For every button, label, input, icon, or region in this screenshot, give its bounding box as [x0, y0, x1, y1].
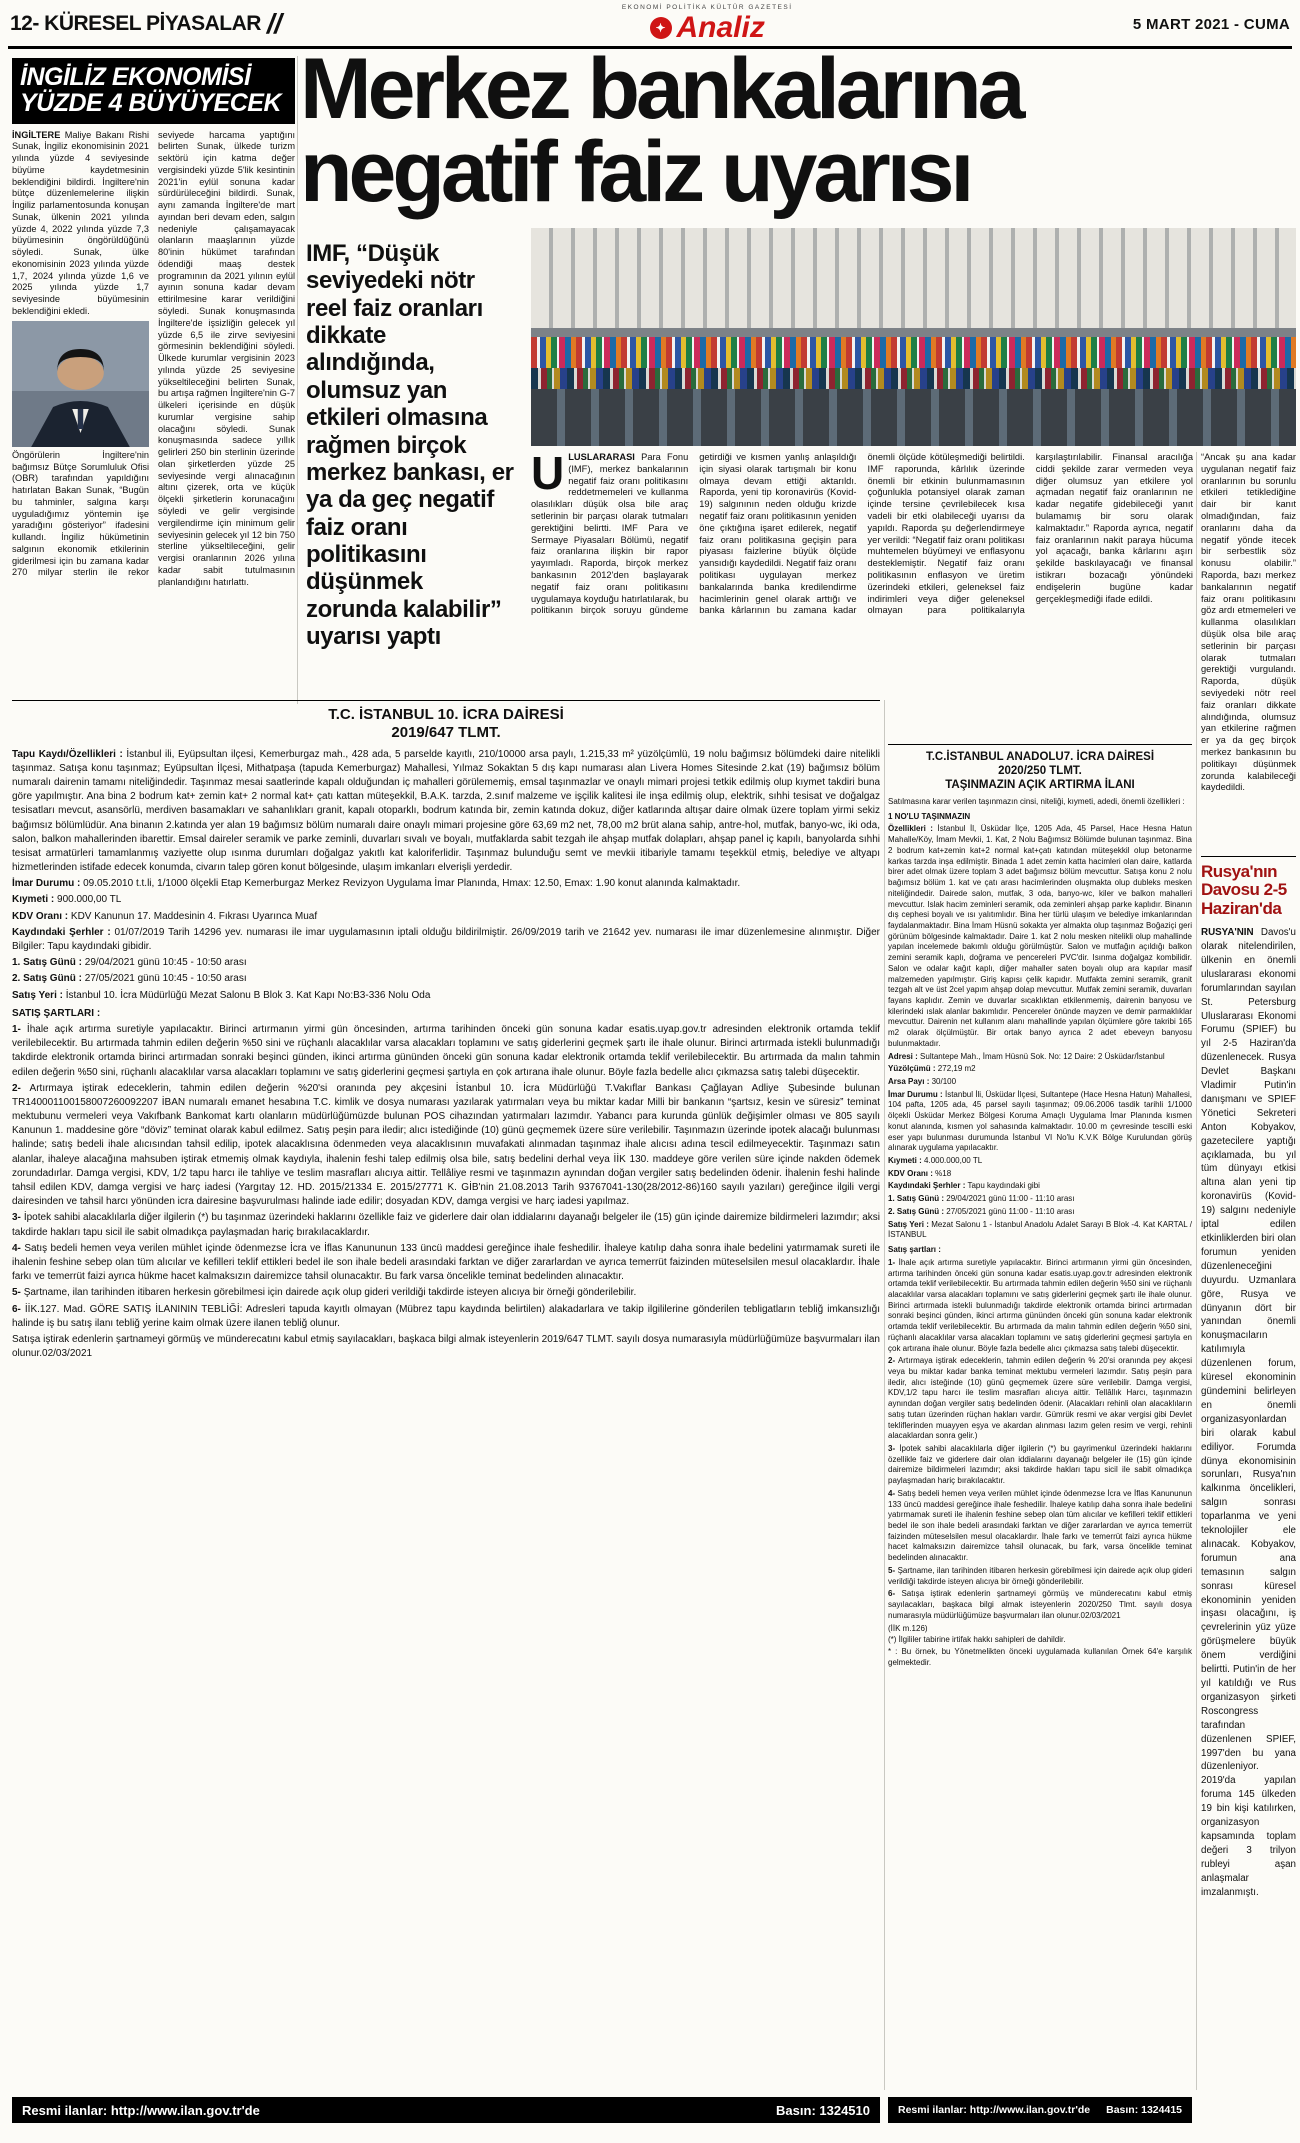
legal-row	[888, 1156, 1192, 1167]
legal-row	[888, 1194, 1192, 1205]
rishi-sunak-photo	[12, 321, 149, 447]
legal-notice-1-rows	[12, 748, 880, 1003]
official-ads-url: Resmi ilanlar: http://www.ilan.gov.tr'de	[22, 2102, 260, 2118]
slashes-decoration: //	[266, 8, 282, 39]
legal-row	[12, 956, 880, 970]
sales-term-text: İİK.127. Mad. GÖRE SATIŞ İLANININ TEBLİĞİ: Adresleri tapuda kayıtlı olmayan (Mübrez tapu kaydında belirtilen) alakadarlara ve takip ilgililerine gönderilen tebligatların tebliğ imkansızlığı halinde iş bu satış ilanı tebliğ yerine kaim olmak üzere ilanen tebliğ olunur.	[12, 1303, 880, 1329]
newspaper-logo	[622, 5, 793, 43]
legal-row-text: 27/05/2021 günü 10:45 - 10:50 arası	[84, 973, 247, 985]
legal-row-label: KDV Oranı :	[888, 1168, 933, 1178]
official-ads-bar-2	[888, 2097, 1192, 2123]
left-article-title	[12, 58, 295, 124]
press-number-2: Basın: 1324415	[1106, 2104, 1182, 2116]
press-number-1: Basın: 1324510	[776, 2102, 870, 2118]
left-article-paragraph	[12, 130, 149, 318]
right-article-body	[1201, 926, 1296, 2116]
sales-term-number: 5-	[888, 1565, 896, 1575]
sales-term-text: Satışa iştirak edenlerin şartnameyi görmüş ve münderecatını kabul etmiş sayılacakları, başkaca bilgi almak isteyenlerin 2019/647 TLMT. sayılı dosya numarasıyla müdürlüğümüze başvurmaları ilan olunur.02/03/2021	[12, 1333, 880, 1360]
property-heading: 1 NO'LU TAŞINMAZIN	[888, 811, 971, 821]
sales-term-text: İpotek sahibi alacaklılarla diğer ilgilerin (*) bu gayrimenkul üzerindeki haklarını özellikle faiz ve giderlere dair olan iddialarını dayanağı belgeler ile (15) gün içinde dairemize bildirmeleri lazımdır; aksi takdirde hakları tapu sicil ile sabit olmadıkça paylaşmadan hariç bırakılacaktır.	[888, 1444, 1192, 1486]
main-article-continuation: “Ancak şu ana kadar uygulanan negatif faiz oranlarının bu sorunlu etkileri tetiklediğine dair bir kanıt olmadığından, faiz oranlarını daha da negatif yönde itecek bir serbestlik söz konusu olabilir.” Raporda, bazı merkez bankalarının negatif faiz oranı politikasını göz ardı etmemeleri ve kullanma olasılıkları düşük olsa bile araç setlerinin bir parçası olarak tutmaları gerektiği vurgulandı. Raporda, düşük seviyedeki nötr reel faiz oranları dikkate alındığında, olumsuz yan etkilerine rağmen er ya da geç birçok merkez bankasının bu politikayı düşünmek zorunda kalabileceği kaydedildi.	[1201, 452, 1296, 793]
page-section-title: 12- KÜRESEL PİYASALAR	[10, 12, 261, 35]
legal-notice-2-body	[888, 797, 1192, 1668]
sales-term	[888, 1589, 1192, 1621]
legal-notice-1	[12, 700, 880, 2092]
legal-row-label: Kaydındaki Şerhler :	[888, 1181, 966, 1191]
sales-term	[12, 1211, 880, 1239]
legal-notice-2-terms	[888, 1258, 1192, 1622]
sales-term-text: Şartname, ilan tarihinden itibaren herkesin görebilmesi için dairede açık olup gideri verildiği takdirde isteyen alıcıya bir örneği gönderilebilir.	[23, 1287, 637, 1299]
logo-tagline: EKONOMİ POLİTİKA KÜLTÜR GAZETESİ	[621, 4, 793, 12]
right-article-lead: RUSYA'NIN	[1201, 927, 1254, 939]
legal-row-text: İstanbul İli, Üsküdar İlçesi, Sultantepe (Hace Hesna Hatun) Mahallesi, 104 pafta, 1205 ada, 45 parsel sayılı taşınmaz; 09.06.2006 tasdik tarihli 1/1000 ölçekli Üsküdar Merkez Bölgesi Koruma Amaçlı Uygulama İmar Planında kısmen konut alanında, kısmen yol sahasında kalmaktadır. 10.00 m çevresinde tescilli eski eser yapı bulunması durumunda İstanbul VI No'lu K.V.K Bölge Kurulundan görüş alınarak uygulama yapılacaktır.	[888, 1089, 1192, 1153]
legal-row	[888, 1207, 1192, 1218]
legal-row-label: 1. Satış Günü :	[888, 1194, 945, 1204]
legal-row	[12, 910, 880, 924]
legal-row-text: 29/04/2021 günü 10:45 - 10:50 arası	[84, 957, 247, 969]
legal-row-text: Mezat Salonu 1 - İstanbul Anadolu Adalet Sarayı B Blok -4. Kat KARTAL / İSTANBUL	[888, 1219, 1192, 1240]
left-article-body	[12, 130, 295, 690]
sales-term	[888, 1444, 1192, 1487]
analiz-logo-icon: ✦	[650, 17, 672, 39]
legal-row	[12, 877, 880, 891]
legal-row-text: İstanbul İl, Üsküdar İlçe, 1205 Ada, 45 Parsel, Hace Hesna Hatun Mahalle/Köy, İmam Mevkii, 1. Kat, 2 Nolu Bağımsız Bölümde bulunan taşınmaz. Bina 2 bodrum kat+zemin kat+2 normal kat+çatı katından müteşekkil olup betonarme karkas tarzda inşa edilmiştir. Binada 1 adet zemin katta hacimleri olan daire, katlarda birer adet olmak üzere toplam 3 adet bağımsız bölüm mevcuttur. Satışa konu 2 nolu bağımsız bölüm 1. kat ve çatı arası hacimlerinden oluşmakta olup dubleks mesken niteliğindedir. Dairede salon, mutfak, 3 oda, banyo-wc, kiler ve balkon mahalleri mevcuttur. Islak hacim zeminleri seramik, oda zeminleri ahşap parke kaplıdır. Binanın dış cephesi boyalı ve ısı yalıtımlıdır. Bina her türlü ulaşım ve belediye imkanlarından faydalanmaktadır. Bina İmam Hüsnü sokakta yer almakta olup taşınmaz Boğaziçi geri görünüm bölgesinde kalmaktadır. Daire 1. kat 2 nolu mesken nitelikli olup mahallinde yapılan incelemede bakımlı olduğu görülmüştür. Salon ve mutfağın açıldığı balkon zemini seramik kaplı, doğrama ve pencereleri PVC'dir. Isınma doğalgaz kombilidir. Salon ve odalar kağıt kaplı, diğer mahaller saten boyalı olup ara kapılar masif malzemeden yapılmıştır. Giriş kapısı çelik kapıdır. Mutfakta zemini seramik, granit tezgah alt ve üst 2cel yapım ahşap dolap mevcuttur. Mutfak zemini seramik, duvarları fayans kaplıdır. Zemin ve duvarlar sıcaklıktan etkilenmemiş, dairenin banyosu ve kilerindeki ıslak alanlar bakımlıdır. Pencereler önünde mayzen ve demir parmaklıklar mevcuttur. Dairenin net kullanım alanı mahallinde yapılan ölçümlere göre takribi 165 m2 olarak ölçülmüştür. Bir ortak banyo ayrıca 2 adet ebeveyn banyosu bulunmaktadır.	[888, 824, 1192, 1048]
main-headline	[300, 41, 1298, 220]
legal-notice-2-intro: Satılmasına karar verilen taşınmazın cinsi, niteliği, kıymeti, adedi, önemli özellikleri :	[888, 797, 1185, 807]
sales-term-text: Artırmaya iştirak edeceklerin, tahmin edilen değerin % 20'si oranında pey akçesi veya bu miktar kadar banka teminat mektubu vermeleri lazımdır. Satış peşin para iledir, alıcı isteğinde (10) günü geçmemek üzere süre verilebilir. Damga vergisi, KDV,1/2 tapu harcı ile teslim masrafları alıcıya aittir. Tellâllık Harcı, taşınmazın aynından doğan vergiler satış bedelinden ödenir. (Alacakları rehinli olan alacaklıların satış tutarı üzerinden rüçhan hakları vardır. Gümrük resmi ve akar vergisi gibi Devlet tekliflerinden muayyen eşya ve akardan alınması lazım gelen resim ve vergi, rehinli alacaklardan sonra gelir.)	[888, 1356, 1192, 1441]
legal-row-text: %18	[935, 1168, 952, 1178]
sales-term-number: 5-	[12, 1287, 21, 1299]
legal-row-label: Adresi :	[888, 1051, 918, 1061]
main-article-lead: LUSLARARASI	[568, 452, 635, 462]
official-ads-url: Resmi ilanlar: http://www.ilan.gov.tr'de	[898, 2104, 1091, 2116]
right-article-text: Davos'u olarak nitelendirilen, ülkenin en önemli uluslararası ekonomi forumlarından sayılan St. Petersburg Uluslararası Ekonomi Forumu (SPIEF) bu yıl 2-5 Haziran'da düzenlenecek. Rusya Devlet Başkanı Vladimir Putin'in danışmanı ve SPIEF Yönetici Sekreteri Anton Kobyakov, gazetecilere yaptığı açıklamada, bu yıl tüm dünyayı etkisi altına alan yeni tip koronavirüs (Kovid-19) salgını nedeniyle iptal edilen etkinliklerden biri olan forumun yeniden düzenleneceğini duyurdu. Uzmanlara göre, Rusya ve dünyanın dört bir yanından önemli konuşmacıların katılımıyla düzenlenen forum, küresel ekonominin gündemini belirleyen en önemli organizasyonlardan biri olarak kabul ediliyor. Forumda dünya ekonomisinin sorunları, Rusya'nın kalkınma öncelikleri, salgın sonrası toparlanma ve yeni teknolojiler ele alınacak. Kobyakov, forumun ana temasının salgın sonrası küresel ekonominin yeniden inşası olacağını, iş çevrelerinin yüz yüze görüşmelere büyük önem verdiğini belirtti. Putin'in de her yıl katıldığı ve Rus organizasyon şirketi Roscongress tarafından düzenlenen SPIEF, 1997'den bu yana düzenleniyor. 2019'da yapılan foruma 145 ülkeden 19 bin kişi katılırken, organizasyon kapsamında toplam değeri 3 trilyon rubleyi aşan anlaşmalar imzalanmıştı.	[1201, 927, 1296, 1898]
sales-term-number: 1-	[12, 1023, 21, 1035]
legal-row-label: Kıymeti :	[888, 1156, 922, 1166]
main-headline-line1: Merkez bankalarına	[300, 41, 1022, 137]
left-article-text-2: Öngörülerin İngiltere'nin bağımsız Bütçe Sorumluluk Ofisi (OBR) tarafından yapıldığını hatırlatan Bakan Sunak, “Bugün bu tahminler, salgına karşı uyguladığımız yöntemin işe yaradığını gösteriyor” ifadesini kullandı. İngiliz hükümetinin salgının ekonomik etkilerinin giderilmesi için bu zamana kadar 270 milyar sterlin ile rekor seviyede harcama yaptığını belirten Sunak, ülkede turizm sektörü için katma değer vergisindeki yüzde 5'lik kesintinin 2021'in eylül sonuna kadar sürdürüleceğini bildirdi. Sunak, aynı zamanda İngiltere'de mart ayından beri devam eden, salgın nedeniyle çalışamayacak olanların maaşlarının yüzde 80'inin hükümet tarafından ödendiği maaş destek programının da 2021 yılının eylül ayının sonuna kadar devam ettirilmesine karar verildiğini söyledi. Sunak konuşmasında İngiltere'de işsizliğin gelecek yıl yüzde 6,5 ile zirve seviyesini görmesinin beklendiğini söyledi. Ülkede kurumlar vergisinin 2023 yılında yüzde 25 seviyesine yükseltileceğini belirten Sunak, bu artışa rağmen İngiltere'nin G-7 ülkeleri içerisinde en düşük kurumlar vergisine sahip olacağını söyledi. Sunak konuşmasında sadece yıllık gelirleri 250 bin sterlinin üzerinde olan şirketlerden yüzde 25 seviyesinde vergi alınacağının altını çizerek, orta ve küçük ölçekli şirketlerin korunacağını söyledi ve gelir vergisinde vergilendirme için minimum gelir seviyesinin gelecek yıl 12 bin 750 sterline yükseltileceğini, gelir vergisi oranlarının 2026 yılına kadar sabit tutulmasının planlandığını hatırlattı.	[12, 129, 295, 587]
legal-row	[12, 972, 880, 986]
legal-row	[888, 1077, 1192, 1088]
legal-row-label: İmar Durumu :	[888, 1089, 943, 1099]
legal-row	[12, 748, 880, 876]
column-divider	[884, 700, 885, 2090]
legal-row-text: 01/07/2019 Tarih 14296 yev. numarası ile imar uygulamasının iptali olduğu bildirilmiştir. 26/09/2019 tarih ve 21642 yev. numarası ile imar düzenlemesine alınmıştır. Diğer Bilgiler: Tapu kaydındaki gibidir.	[12, 926, 880, 953]
sales-terms-heading: SATIŞ ŞARTLARI :	[12, 1007, 101, 1019]
left-article-title-line1: İNGİLİZ EKONOMİSİ	[20, 63, 251, 91]
building-ledge	[531, 328, 1296, 337]
sales-term-text: Artırmaya iştirak edeceklerin, tahmin edilen değerin %20'si oranında pey akçesini İstanbul 10. İcra Müdürlüğü T.Vakıflar Bankası Çağlayan Adliye Şubesinde bulunan TR140001100158007260092207 İBAN numaralı emanet hesabına T.C. kimlik ve dosya numarası yazılarak yatırmaları veya bu miktar kadar Milli bir bankanın “şartsız, kesin ve süresiz” teminat mektubunu vermeleri veya Vakıfbank Bankomat kartı olanların müdürlüğümüzde bulunan POS cihazından yatırmaları lazımdır. Yabancı para kurunda günlük değişimler olması ve 805 sayılı Kanunun 1. maddesine göre “döviz” teminat olarak kabul edilmez. Satış peşin para iledir; alıcı istediğinde (10) günü geçmemek üzere süre verilebilir. Taşınmazın üzerinde ipotek alacağı bulunması halinde; satış bedeli ihale alıcısından tahsil edilip, ipotek alacaklısına ödenmeden veya alacaklısının muvafakati alınmadan taşınmaz ihale alıcısı adına tescil edilmeyecektir. Taşınmazı satın alanlar, ihaleye alacağına mahsuben iştirak etmemiş olmak kaydıyla, ihalenin feshi talep edilmiş olsa bile, satış bedelini derhal veya İİK 130. maddeye göre verilen süre içinde nakden ödemek zorundadırlar. Damga vergisi, KDV, 1/2 tapu harcı ile tahliye ve teslim masrafları alıcıya aittir. Tellâliye resmi ve taşınmazın aynından doğan vergiler satış bedelinden ödenir. İhalenin feshi halinde tahsil edilen KDV, damga vergisi ve harç iadesi (Yargıtay 12. HD. 2015/21334 E. 2015/27771 K. GİB'nin 21.08.2013 Tarih 93767041-130(28/2012-86)160 sayılı yazıları) gereğince ilgili vergi dairesinden ve tahsil harcı yönünden icra dairesine başvurulması halinde iade edilir; dosyadan KDV, damga vergisi ve harç iadesi yapılmaz.	[12, 1082, 880, 1208]
legal-notice-2-notes	[888, 1624, 1192, 1669]
legal-row	[888, 824, 1192, 1049]
legal-note: * : Bu örnek, bu Yönetmelikten önceki uygulamada kullanılan Örnek 64'e karşılık gelmektedir.	[888, 1646, 1192, 1667]
sales-term-number: 2-	[888, 1356, 896, 1366]
legal-notice-2-title-line3: TAŞINMAZIN AÇIK ARTIRMA İLANI	[945, 779, 1135, 792]
sales-terms-heading: Satış şartları :	[888, 1245, 941, 1255]
legal-row-label: Yüzölçümü :	[888, 1064, 936, 1074]
sales-term-text: Şartname, ilan tarihinden itibaren herkesin görebilmesi için dairede açık olup gideri verildiği takdirde isteyen alıcıya bir örneği gönderilebilir.	[888, 1565, 1192, 1586]
sales-term	[888, 1566, 1192, 1587]
legal-notice-1-terms	[12, 1023, 880, 1361]
legal-row	[888, 1220, 1192, 1241]
left-article-title-line2: YÜZDE 4 BÜYÜYECEK	[20, 89, 281, 118]
legal-notice-2	[888, 744, 1192, 2092]
issue-date: 5 MART 2021 - CUMA	[1132, 15, 1290, 33]
legal-row-text: 4.000.000,00 TL	[924, 1156, 983, 1166]
sales-term	[12, 1242, 880, 1285]
legal-notice-1-title-line1: T.C. İSTANBUL 10. İCRA DAİRESİ	[328, 706, 564, 723]
main-headline-line2: negatif faiz uyarısı	[300, 123, 971, 220]
sales-term	[12, 1082, 880, 1210]
legal-notice-1-title	[12, 706, 880, 743]
legal-row	[12, 893, 880, 907]
legal-row-text: İstanbul 10. İcra Müdürlüğü Mezat Salonu B Blok 3. Kat Kapı No:B3-336 Nolu Oda	[65, 989, 431, 1001]
legal-row	[888, 1064, 1192, 1075]
column-divider	[297, 56, 298, 704]
sales-term-number: 4-	[12, 1242, 21, 1254]
sales-term-text: İpotek sahibi alacaklılarla diğer ilgilerin (*) bu taşınmaz üzerindeki haklarını özellikle faiz ve giderlere dair olan iddialarını dayanağı belgeler ile (15) gün içinde dairemize bildirmeleri lazımdır; aksi takdirde hakları tapu sicil ile sabit olmadıkça paylaşmadan hariç bırakılacaklardır.	[12, 1212, 880, 1238]
legal-row-label: İmar Durumu :	[12, 878, 81, 890]
sales-term	[888, 1489, 1192, 1564]
sales-term-text: İhale açık artırma suretiyle yapılacaktır. Birinci artırmanın yirmi gün öncesinden, artırma tarihinden önceki gün sonuna kadar esatis.uyap.gov.tr adresinden elektronik ortamda teklif verilebilecektir. Bu artırmada tahmin edilen değerin %50 sini ve rüçhanlı alacaklılar varsa alacakları toplamını ve satış giderlerini geçmek şartı ile ihale olunur. Birinci artırmada istekli bulunmadığı takdirde elektronik ortamda birinci artırmadan sonraki beşinci günden, ikinci artırma gününden önceki gün sonuna kadar elektronik ortamda teklif verilebilecektir. Bu artırmada da malın tahmin edilen değerin %50 sini, rüçhanlı alacaklılar varsa alacakları toplamını ve satış giderlerini geçmesi şartıyla en çok artırana ihale olunur. Böyle fazla bedelle alıcı çıkmazsa satış talebi düşecektir.	[888, 1257, 1192, 1353]
legal-row-text: KDV Kanunun 17. Maddesinin 4. Fıkrası Uyarınca Muaf	[70, 910, 318, 922]
sales-term-number: 3-	[12, 1212, 21, 1224]
section-header	[10, 10, 281, 38]
legal-row-text: 29/04/2021 günü 11:00 - 11:10 arası	[946, 1194, 1075, 1204]
main-article-text: Para Fonu (IMF), merkez bankalarının negatif faiz oranı politikasını reddetmemeleri ve kullanma olasılıkları düşük olsa bile araç setlerinin bir parçası olarak tutmaları gerektiğini belirtti. IMF Para ve Sermaye Piyasaları Bölümü, negatif faiz oranlarına ilişkin bir rapor yayımladı. Raporda, birçok merkez bankasının 2012'den başlayarak negatif faiz oranı politikasını uygulamaya koyduğu hatırlatılarak, bu politikanın birçok soruyu gündeme getirdiği ve kısmen yanlış anlaşıldığı için siyasi olarak tartışmalı bir konu olmaya devam ettiği aktarıldı. Raporda, yeni tip koronavirüs (Kovid-19) salgınının neden olduğu krizde negatif faiz oranı politikasının yeniden öne çıktığına işaret edilerek, negatif faiz oranı politikasına geçişin para piyasası faizlerine büyük ölçüde yansıdığı kaydedildi. Negatif faiz oranı politikası uygulayan merkez bankalarında banka kredilendirme hacimlerinin genel olarak arttığı ve banka kârlarının bu zamana kadar önemli ölçüde kötüleşmediği belirtildi. IMF raporunda, kârlılık üzerinde önemli bir etkinin bulunmamasının çoğunlukla potansiyel olarak zaman içinde tersine çevrilebilecek kısa vadeli bir etki olabileceği uyarısı da yapıldı. Raporda şu değerlendirmeye yer verildi: “Negatif faiz oranı politikası muhtemelen büyümeyi ve enflasyonu desteklemiştir. Negatif faiz oranı politikasının enflasyon ve üretim üzerindeki etkileri, geleneksel faiz indirimleri veya diğer geleneksel olmayan para politikalarıyla karşılaştırılabilir. Finansal aracılığa ciddi şekilde zarar vermeden veya diğer olumsuz yan etkilere yol açmadan negatif faiz oranlarının ne kadar negatife gidebileceği yanıt bulamamış bir soru olarak kalmaktadır.” Raporda ayrıca, negatif faiz oranlarının nakit paraya hücuma yol açacağı, banka kârlarını aşırı şekilde baskılayacağı ve finansal istikrarı bozacağı yönündeki endişelerin bugüne kadar gerçekleşmediği ifade edildi.	[531, 452, 1193, 616]
legal-row-label: Kaydındaki Şerhler :	[12, 926, 111, 938]
legal-row-label: 1. Satış Günü :	[12, 957, 83, 969]
legal-notice-2-title-line2: 2020/250 TLMT.	[998, 765, 1082, 778]
sales-term-text: Satışa iştirak edenlerin şartnameyi görmüş ve münderecatını kabul etmiş sayılacakları, başkaca bilgi almak isteyenlerin 2020/250 Tlmt. sayılı dosya numarasıyla müdürlüğümüze başvurmaları ilan olunur.02/03/2021	[888, 1589, 1192, 1620]
sales-term-number: 1-	[888, 1257, 896, 1267]
left-article-lead: İNGİLTERE	[12, 129, 61, 140]
legal-row	[888, 1090, 1192, 1154]
legal-row-label: Satış Yeri :	[12, 989, 63, 1001]
sales-term	[888, 1258, 1192, 1354]
page-header	[10, 5, 1290, 43]
right-article-title: Rusya'nın Davosu 2-5 Haziran'da	[1201, 862, 1287, 918]
legal-row	[888, 1052, 1192, 1063]
legal-row	[12, 989, 880, 1003]
legal-row-text: İstanbul ili, Eyüpsultan ilçesi, Kemerburgaz mah., 428 ada, 5 parselde kayıtlı, 210/10000 arsa paylı, 1.215,33 m² yüzölçümlü, 19 nolu bağımsız bölümdeki daire nitelikli taşınmaz. Satışa konu taşınmaz; Eyüpsultan İlçesi, Mithatpaşa (tapuda Kemerburgaz) Mahallesi, Yılmaz Sokaktan 5 dış kapı numarası alan Livera Homes Sitesinde 2.kat (19) bağımsız bölüm numaralı dairenin tamamı niteliğindedir. Taşınmaz mesai saatlerinde kapalı olduğundan iç mahalleri görülememiş, emsal taşınmazlar ve onaylı mimari projesi tetkik edilmiş olup kıymet takdiri buna göre yapılmıştır. Ana bina 2 bodrum kat+ zemin kat+ 2 normal kat+ çatı kattan müteşekkil, B.A.K. tarzda, 2.sınıf malzeme ve işçilik kalitesi ile inşa edilmiş olup, elektrik, sıhhi tesisat ve doğalgaz tesisatları mevcut, asansörlü, merdiven basamakları ve sahanlıkları granit, kapalı otoparklı, bodrum katında bir, zemin katında dokuz, diğer katlarında altışar daire olmak üzere toplam yirmi sekiz bağımsız bölümlüdür. Ana binanın 2.katında yer alan 19 bağımsız bölüm numaralı daire onaylı mimari projesine göre 63,69 m2 net, 78,00 m2 brüt alana sahip, antre-hol, mutfak, banyo-wc, iki oda, salon, balkon mahallerinden ibarettir. Emsal daireler seramik ve parke zeminli, duvarları sıvalı ve boyalı, mutfaklarda sabit tezgah ile ahşap mutfak dolapları, ahşap panel iç kapılı, banyolarda sıhhi tesisat armatürleri tamamlanmış vaziyette olup ısınma durumları doğalgaz yakıtlı kat kaloriferlidir. Taşınmaz bulunduğu semt ve mevkii itibariyle tamamı teşekkül etmiş, belediye ve altyapı hizmetlerinden istifade edecek konumda, civarın talep gören konut bölgesinde, ulaşım imkanları elverişli yerdedir.	[12, 748, 880, 874]
sales-term-number: 3-	[888, 1444, 896, 1454]
legal-row-text: Sultantepe Mah., İmam Hüsnü Sok. No: 12 Daire: 2 Üsküdar/İstanbul	[920, 1051, 1165, 1061]
sales-term-number: 2-	[12, 1082, 21, 1094]
legal-note: (*) İlgililer tabirine irtifak hakkı sahipleri de dahildir.	[888, 1635, 1066, 1645]
sales-term	[888, 1356, 1192, 1442]
official-ads-bar-1	[12, 2097, 880, 2123]
building-facade	[531, 228, 1296, 328]
flags-row-upper	[531, 337, 1296, 368]
drop-cap: U	[531, 452, 565, 499]
legal-notice-2-rows	[888, 824, 1192, 1241]
legal-row-label: Kıymeti :	[12, 894, 55, 906]
left-article	[12, 58, 295, 704]
legal-row	[888, 1169, 1192, 1180]
legal-row-text: 09.05.2010 t.t.li, 1/1000 ölçekli Etap Kemerburgaz Merkez Revizyon Uygulama İmar Planında, Hmax: 12.50, Emax: 1.90 konut alanında kalmaktadır.	[83, 878, 741, 890]
legal-row-text: 272,19 m2	[937, 1064, 976, 1074]
sales-term-text: Satış bedeli hemen veya verilen mühlet içinde ödenmezse İcra ve İflas Kanununun 133 üncü maddesi gereğince ihale feshedilir. İhaleye katılıp daha sonra ihale bedelini yatırmamak sureti ile ihalenin feshine sebep olan tüm alıcılar ve kefilleri teklif ettikleri bedel ile son ihale bedeli arasındaki farktan ve diğer zararlardan ve ayrıca temerrüt faizinden müteselsilen mesul olacaklardır. İhale farkı ve temerrüt faizi ayrıca hükme hacet kalmaksızın dairemizce tahsil olunacak, bu fark, varsa öncelikle teminat bedelinden alınacaktır.	[888, 1488, 1192, 1563]
sales-term-number: 6-	[12, 1303, 21, 1315]
legal-notice-1-body	[12, 748, 880, 1362]
column-divider	[1196, 452, 1197, 2090]
legal-row-text: 30/100	[931, 1077, 957, 1087]
sales-term-number: 6-	[888, 1589, 896, 1599]
legal-row-text: 27/05/2021 günü 11:00 - 11:10 arası	[946, 1206, 1075, 1216]
logo-lockup	[650, 10, 765, 44]
legal-notice-1-title-line2: 2019/647 TLMT.	[391, 724, 501, 742]
legal-row-text: 900.000,00 TL	[57, 894, 122, 906]
legal-row-label: 2. Satış Günü :	[12, 973, 83, 985]
legal-row-label: 2. Satış Günü :	[888, 1206, 945, 1216]
legal-row-label: Arsa Payı :	[888, 1077, 930, 1087]
legal-row-label: KDV Oranı :	[12, 910, 69, 922]
sales-term-text: Satış bedeli hemen veya verilen mühlet içinde ödenmezse İcra ve İflas Kanununun 133 üncü maddesi gereğince ihale feshedilir. İhaleye katılıp daha sonra ihale bedelini yatırmamak sureti ile ihalenin feshine sebep olan tüm alıcılar ve kefilleri teklif ettikleri bedel ile son ihale bedeli arasındaki farktan ve diğer zararlardan ve ayrıca temerrüt faizinden müteselsilen mesul olacaklardır. İhale farkı ve temerrüt faizi ayrıca hükme hacet kalmaksızın dairemizce tahsil olunacaktır. Bu fark varsa öncelikle teminat bedelinden alınacaktır.	[12, 1242, 880, 1283]
logo-text: Analiz	[676, 10, 765, 44]
sales-term-number: 4-	[888, 1488, 896, 1498]
legal-row-text: Tapu kaydındaki gibi	[967, 1181, 1040, 1191]
sales-term-text: İhale açık artırma suretiyle yapılacaktır. Birinci artırmanın yirmi gün öncesinden, artırma tarihinden önceki gün sonuna kadar esatis.uyap.gov.tr adresinden elektronik ortamda teklif verilebilecektir. Bu artırmada tahmin edilen değerin %50 sini ve rüçhanlı alacaklılar varsa alacakları toplamını ve satış giderlerini geçmek şartı ile ihale olunur. Birinci artırmada istekli bulunmadığı takdirde elektronik ortamda birinci artırmadan sonraki beşinci günden, ikinci artırma gününden önceki gün sonuna kadar elektronik ortamda teklif verilebilecektir. Bu artırmada da malın tahmin edilen değerin %50 sini, rüçhanlı alacaklılar varsa alacakları toplamını ve satış giderlerini geçmesi şartıyla en çok artırana ihale olunur. Böyle fazla bedelle alıcı çıkmazsa satış talebi düşecektir.	[12, 1023, 880, 1078]
imf-building-photo	[531, 228, 1296, 446]
flags-row-lower	[531, 368, 1296, 390]
legal-note: (İİK m.126)	[888, 1623, 928, 1633]
legal-notice-2-title	[888, 750, 1192, 792]
legal-row	[888, 1181, 1192, 1192]
pull-quote: IMF, “Düşük seviyedeki nötr reel faiz oranları dikkate alındığında, olumsuz yan etkileri olmasına rağmen birçok merkez bankası, er ya da geç negatif faiz oranı politikasını düşünmek zorunda kalabilir” uyarısı yaptı	[306, 240, 514, 651]
legal-row-label: Özellikleri :	[888, 824, 933, 834]
sales-term	[12, 1286, 880, 1300]
legal-row-label: Tapu Kaydı/Özellikleri :	[12, 748, 123, 760]
legal-row-label: Satış Yeri :	[888, 1219, 929, 1229]
left-article-text-1: Maliye Bakanı Rishi Sunak, İngiliz ekonomisinin 2021 yılında yüzde 4 seviyesinde büyüme kaydetmesinin beklendiğini bildirdi. İngiltere'nin bütçe düzenlemelerine ilişkin İngiliz parlamentosunda konuşan Sunak, ülkenin 2021 yılında yüzde 4, 2022 yılında yüzde 7,3 büyümesinin öngörüldüğünü söyledi. Sunak, ülke ekonomisinin 2023 yılında yüzde 1,7, 2024 yılında yüzde 1,6 ve 2025 yılında yüzde 1,7 seviyesinde büyümesinin beklendiğini ekledi.	[12, 129, 149, 316]
sales-term	[12, 1333, 880, 1361]
sales-term	[12, 1023, 880, 1080]
building-entrance	[531, 389, 1296, 446]
legal-notice-2-title-line1: T.C.İSTANBUL ANADOLU7. İCRA DAİRESİ	[925, 751, 1155, 763]
legal-row	[12, 926, 880, 954]
right-article	[1201, 856, 1296, 2116]
sales-term	[12, 1303, 880, 1331]
